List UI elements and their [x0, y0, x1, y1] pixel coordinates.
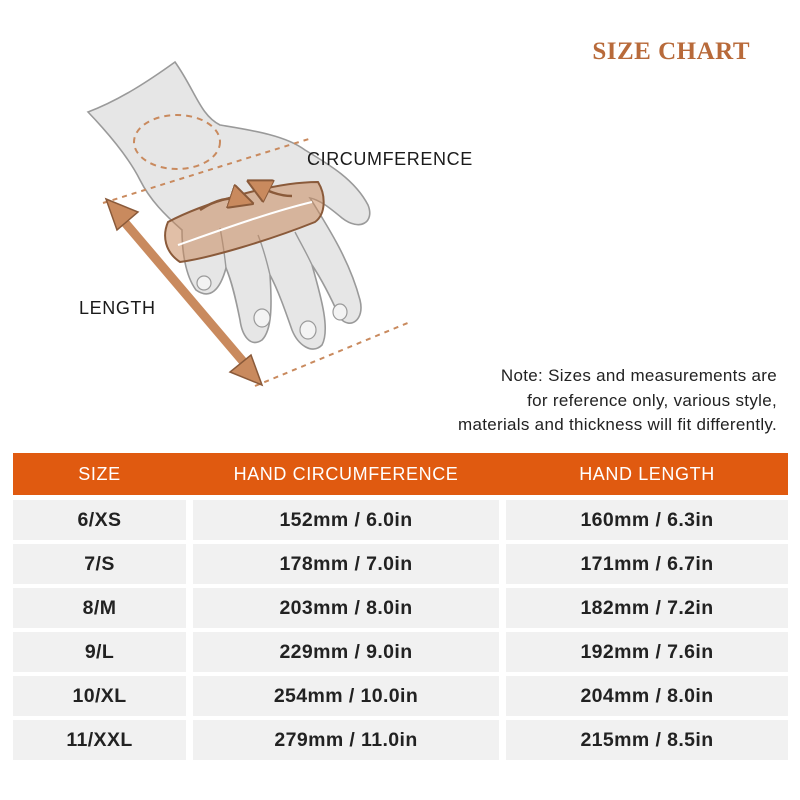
note-line: Note: Sizes and measurements are	[500, 366, 777, 385]
circumference-cell: 178mm / 7.0in	[193, 544, 499, 584]
note-line: for reference only, various style,	[527, 390, 777, 410]
circumference-cell: 152mm / 6.0in	[193, 500, 499, 540]
length-label: LENGTH	[79, 298, 156, 318]
header-size: SIZE	[78, 463, 121, 484]
size-cell: 6/XS	[13, 500, 186, 540]
table-row	[13, 588, 788, 628]
length-cell: 160mm / 6.3in	[506, 500, 788, 540]
length-cell: 171mm / 6.7in	[506, 544, 788, 584]
table-row	[13, 676, 788, 716]
circumference-cell: 279mm / 11.0in	[193, 720, 499, 760]
reference-note	[357, 364, 777, 438]
length-cell: 182mm / 7.2in	[506, 588, 788, 628]
circumference-label: CIRCUMFERENCE	[307, 149, 473, 169]
length-cell: 204mm / 8.0in	[506, 676, 788, 716]
size-cell: 11/XXL	[13, 720, 186, 760]
note-line: materials and thickness will fit differently.	[458, 415, 777, 434]
length-cell: 215mm / 8.5in	[506, 720, 788, 760]
table-row	[13, 500, 788, 540]
table-header	[13, 453, 788, 495]
table-row	[13, 720, 788, 760]
length-arrow-head-bottom	[230, 355, 262, 385]
table-row	[13, 544, 788, 584]
circumference-cell: 203mm / 8.0in	[193, 588, 499, 628]
circumference-cell: 254mm / 10.0in	[193, 676, 499, 716]
length-cell: 192mm / 7.6in	[506, 632, 788, 672]
header-length: HAND LENGTH	[579, 463, 715, 484]
header-circumference: HAND CIRCUMFERENCE	[233, 463, 459, 484]
size-cell: 9/L	[13, 632, 186, 672]
page-title: SIZE CHART	[592, 38, 750, 65]
table-row	[13, 632, 788, 672]
size-table	[13, 453, 788, 760]
circumference-cell: 229mm / 9.0in	[193, 632, 499, 672]
size-cell: 10/XL	[13, 676, 186, 716]
size-cell: 7/S	[13, 544, 186, 584]
size-cell: 8/M	[13, 588, 186, 628]
